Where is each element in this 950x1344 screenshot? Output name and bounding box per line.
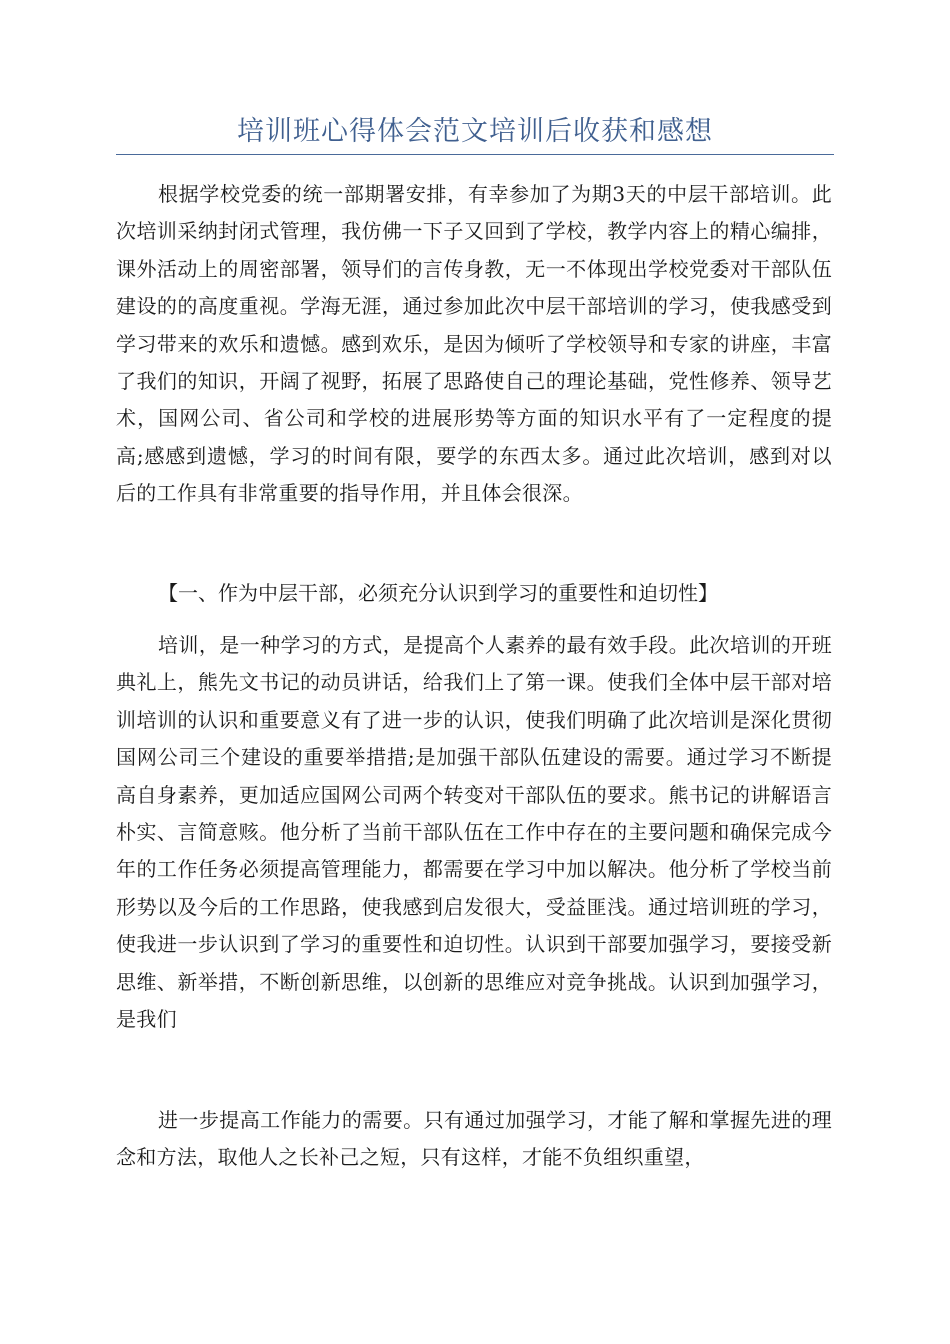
paragraph-2: 培训，是一种学习的方式，是提高个人素养的最有效手段。此次培训的开班典礼上，熊先文书记的动员讲话，给我们上了第一课。使我们全体中层干部对培训培训的认识和重要意义有了进一步的认识，使我们明确了此次培训是深化贯彻国网公司三个建设的重要举措措;是加强干部队伍建设的需要。通过学习不断提高自身素养，更加适应国网公司两个转变对干部队伍的要求。熊书记的讲解语言朴实、言简意赅。他分析了当前干部队伍在工作中存在的主要问题和确保完成今年的工作任务必须提高管理能力，都需要在学习中加以解决。他分析了学校当前形势以及今后的工作思路，使我感到启发很大，受益匪浅。通过培训班的学习，使我进一步认识到了学习的重要性和迫切性。认识到干部要加强学习，要接受新思维、新举措，不断创新思维，以创新的思维应对竞争挑战。认识到加强学习，是我们 (116, 633, 832, 1032)
paragraph-1: 根据学校党委的统一部期署安排，有幸参加了为期3天的中层干部培训。此次培训采纳封闭式管理，我仿佛一下子又回到了学校，教学内容上的精心编排，课外活动上的周密部署，领导们的言传身教，无一不体现出学校党委对干部队伍建设的的高度重视。学海无涯，通过参加此次中层干部培训的学习，使我感受到学习带来的欢乐和遗憾。感到欢乐，是因为倾听了学校领导和专家的讲座，丰富了我们的知识，开阔了视野，拓展了思路使自己的理论基础，党性修养、领导艺术，国网公司、省公司和学校的进展形势等方面的知识水平有了一定程度的提高;感感到遗憾，学习的时间有限，要学的东西太多。通过此次培训，感到对以后的工作具有非常重要的指导作用，并且体会很深。 (116, 182, 832, 506)
section-heading: 【一、作为中层干部，必须充分认识到学习的重要性和迫切性】 (158, 581, 718, 605)
document-title: 培训班心得体会范文培训后收获和感想 (237, 116, 713, 147)
title-underline (116, 154, 834, 155)
paragraph-3: 进一步提高工作能力的需要。只有通过加强学习，才能了解和掌握先进的理念和方法，取他人之长补己之短，只有这样，才能不负组织重望， (116, 1108, 832, 1170)
